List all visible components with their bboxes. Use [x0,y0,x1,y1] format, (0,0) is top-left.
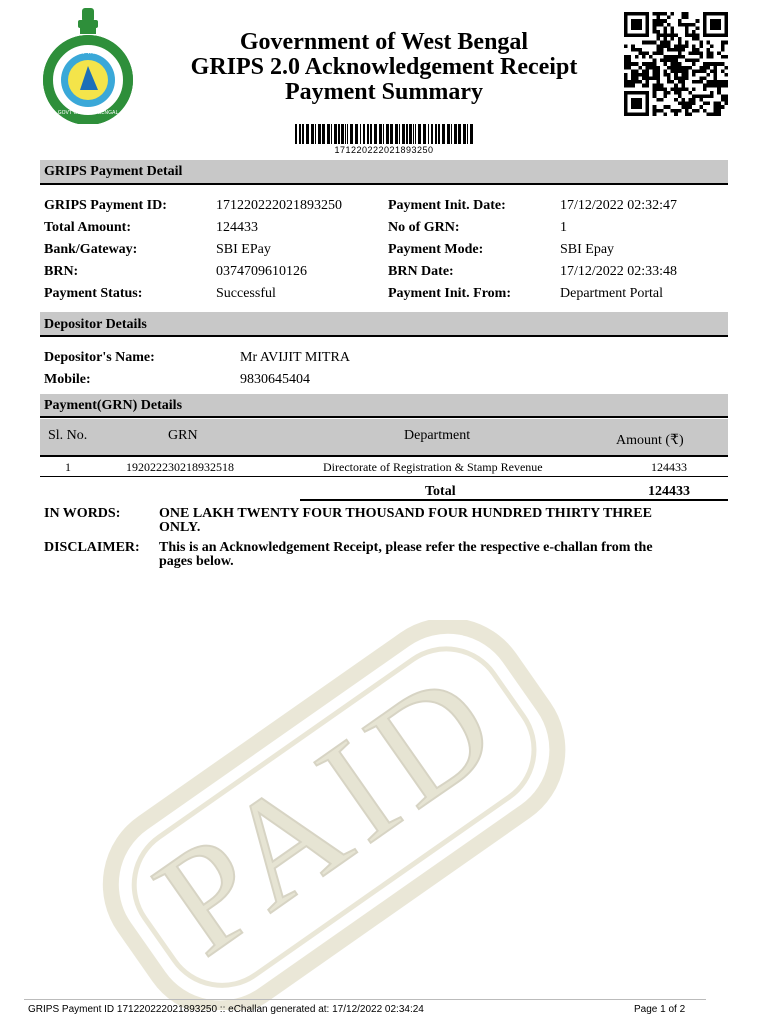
svg-text:PAID: PAID [127,634,532,987]
label-payment-mode: Payment Mode: [388,242,484,257]
svg-text:GOVT OF WEST BENGAL: GOVT OF WEST BENGAL [57,110,119,116]
label-no-of-grn: No of GRN: [388,220,460,235]
label-brn-date: BRN Date: [388,264,454,279]
qr-code [622,12,730,116]
column-header-department: Department [404,428,471,443]
page-title-summary: Payment Summary [285,79,483,105]
west-bengal-emblem-logo [40,8,136,124]
label-bank-gateway: Bank/Gateway: [44,242,138,257]
value-payment-status: Successful [216,286,276,301]
value-total-amount: 124433 [216,220,258,235]
value-brn-date: 17/12/2022 02:33:48 [560,264,678,279]
page-title-government: Government of West Bengal [239,29,529,55]
in-words-label: IN WORDS: [44,506,121,521]
column-header-sl-no: Sl. No. [48,428,88,443]
value-payment-mode: SBI Epay [560,242,615,257]
label-depositor-name: Depositor's Name: [44,350,155,365]
disclaimer-line-1: This is an Acknowledgement Receipt, please refer the respective e-challan from the [159,540,653,555]
label-payment-init-date: Payment Init. Date: [388,198,506,213]
table-row-divider [40,476,728,477]
column-header-amount: Amount (₹) [616,433,684,448]
footer-payment-info: GRIPS Payment ID 171220222021893250 :: eChallan generated at: 17/12/2022 02:34:24 [28,1004,424,1015]
total-label: Total [425,484,456,499]
value-grips-payment-id: 171220222021893250 [216,198,342,213]
label-total-amount: Total Amount: [44,220,132,235]
label-grips-payment-id: GRIPS Payment ID: [44,198,167,213]
page-title-receipt: GRIPS 2.0 Acknowledgement Receipt [190,54,578,80]
table-cell-grn: 192022230218932518 [126,460,234,474]
svg-text:বিশ্ব বাংলা: বিশ্ব বাংলা [75,49,101,56]
section-header-depositor-details: Depositor Details [40,312,728,337]
table-cell-department: Directorate of Registration & Stamp Revenue [323,460,543,474]
value-bank-gateway: SBI EPay [216,242,271,257]
in-words-line-2: ONLY. [159,520,201,535]
disclaimer-label: DISCLAIMER: [44,540,140,555]
paid-stamp-watermark [60,620,600,1010]
column-header-grn: GRN [168,428,198,443]
value-payment-init-date: 17/12/2022 02:32:47 [560,198,678,213]
label-mobile: Mobile: [44,372,91,387]
barcode-number: 171220222021893250 [334,145,434,155]
section-header-payment-detail: GRIPS Payment Detail [40,160,728,185]
table-cell-sl-no: 1 [65,460,71,474]
label-payment-status: Payment Status: [44,286,143,301]
label-brn: BRN: [44,264,79,279]
value-depositor-name: Mr AVIJIT MITRA [240,350,350,365]
section-header-grn-details: Payment(GRN) Details [40,394,728,418]
value-mobile: 9830645404 [240,372,310,387]
footer-divider [24,999,706,1000]
value-payment-init-from: Department Portal [560,286,664,301]
footer-page-number: Page 1 of 2 [634,1004,686,1015]
total-value: 124433 [648,484,690,499]
total-divider [300,499,728,501]
disclaimer-line-2: pages below. [159,554,234,569]
label-payment-init-from: Payment Init. From: [388,286,511,301]
table-cell-amount: 124433 [651,460,687,474]
value-brn: 0374709610126 [216,264,307,279]
in-words-line-1: ONE LAKH TWENTY FOUR THOUSAND FOUR HUNDRED THIRTY THREE [159,506,652,521]
value-no-of-grn: 1 [560,220,567,235]
